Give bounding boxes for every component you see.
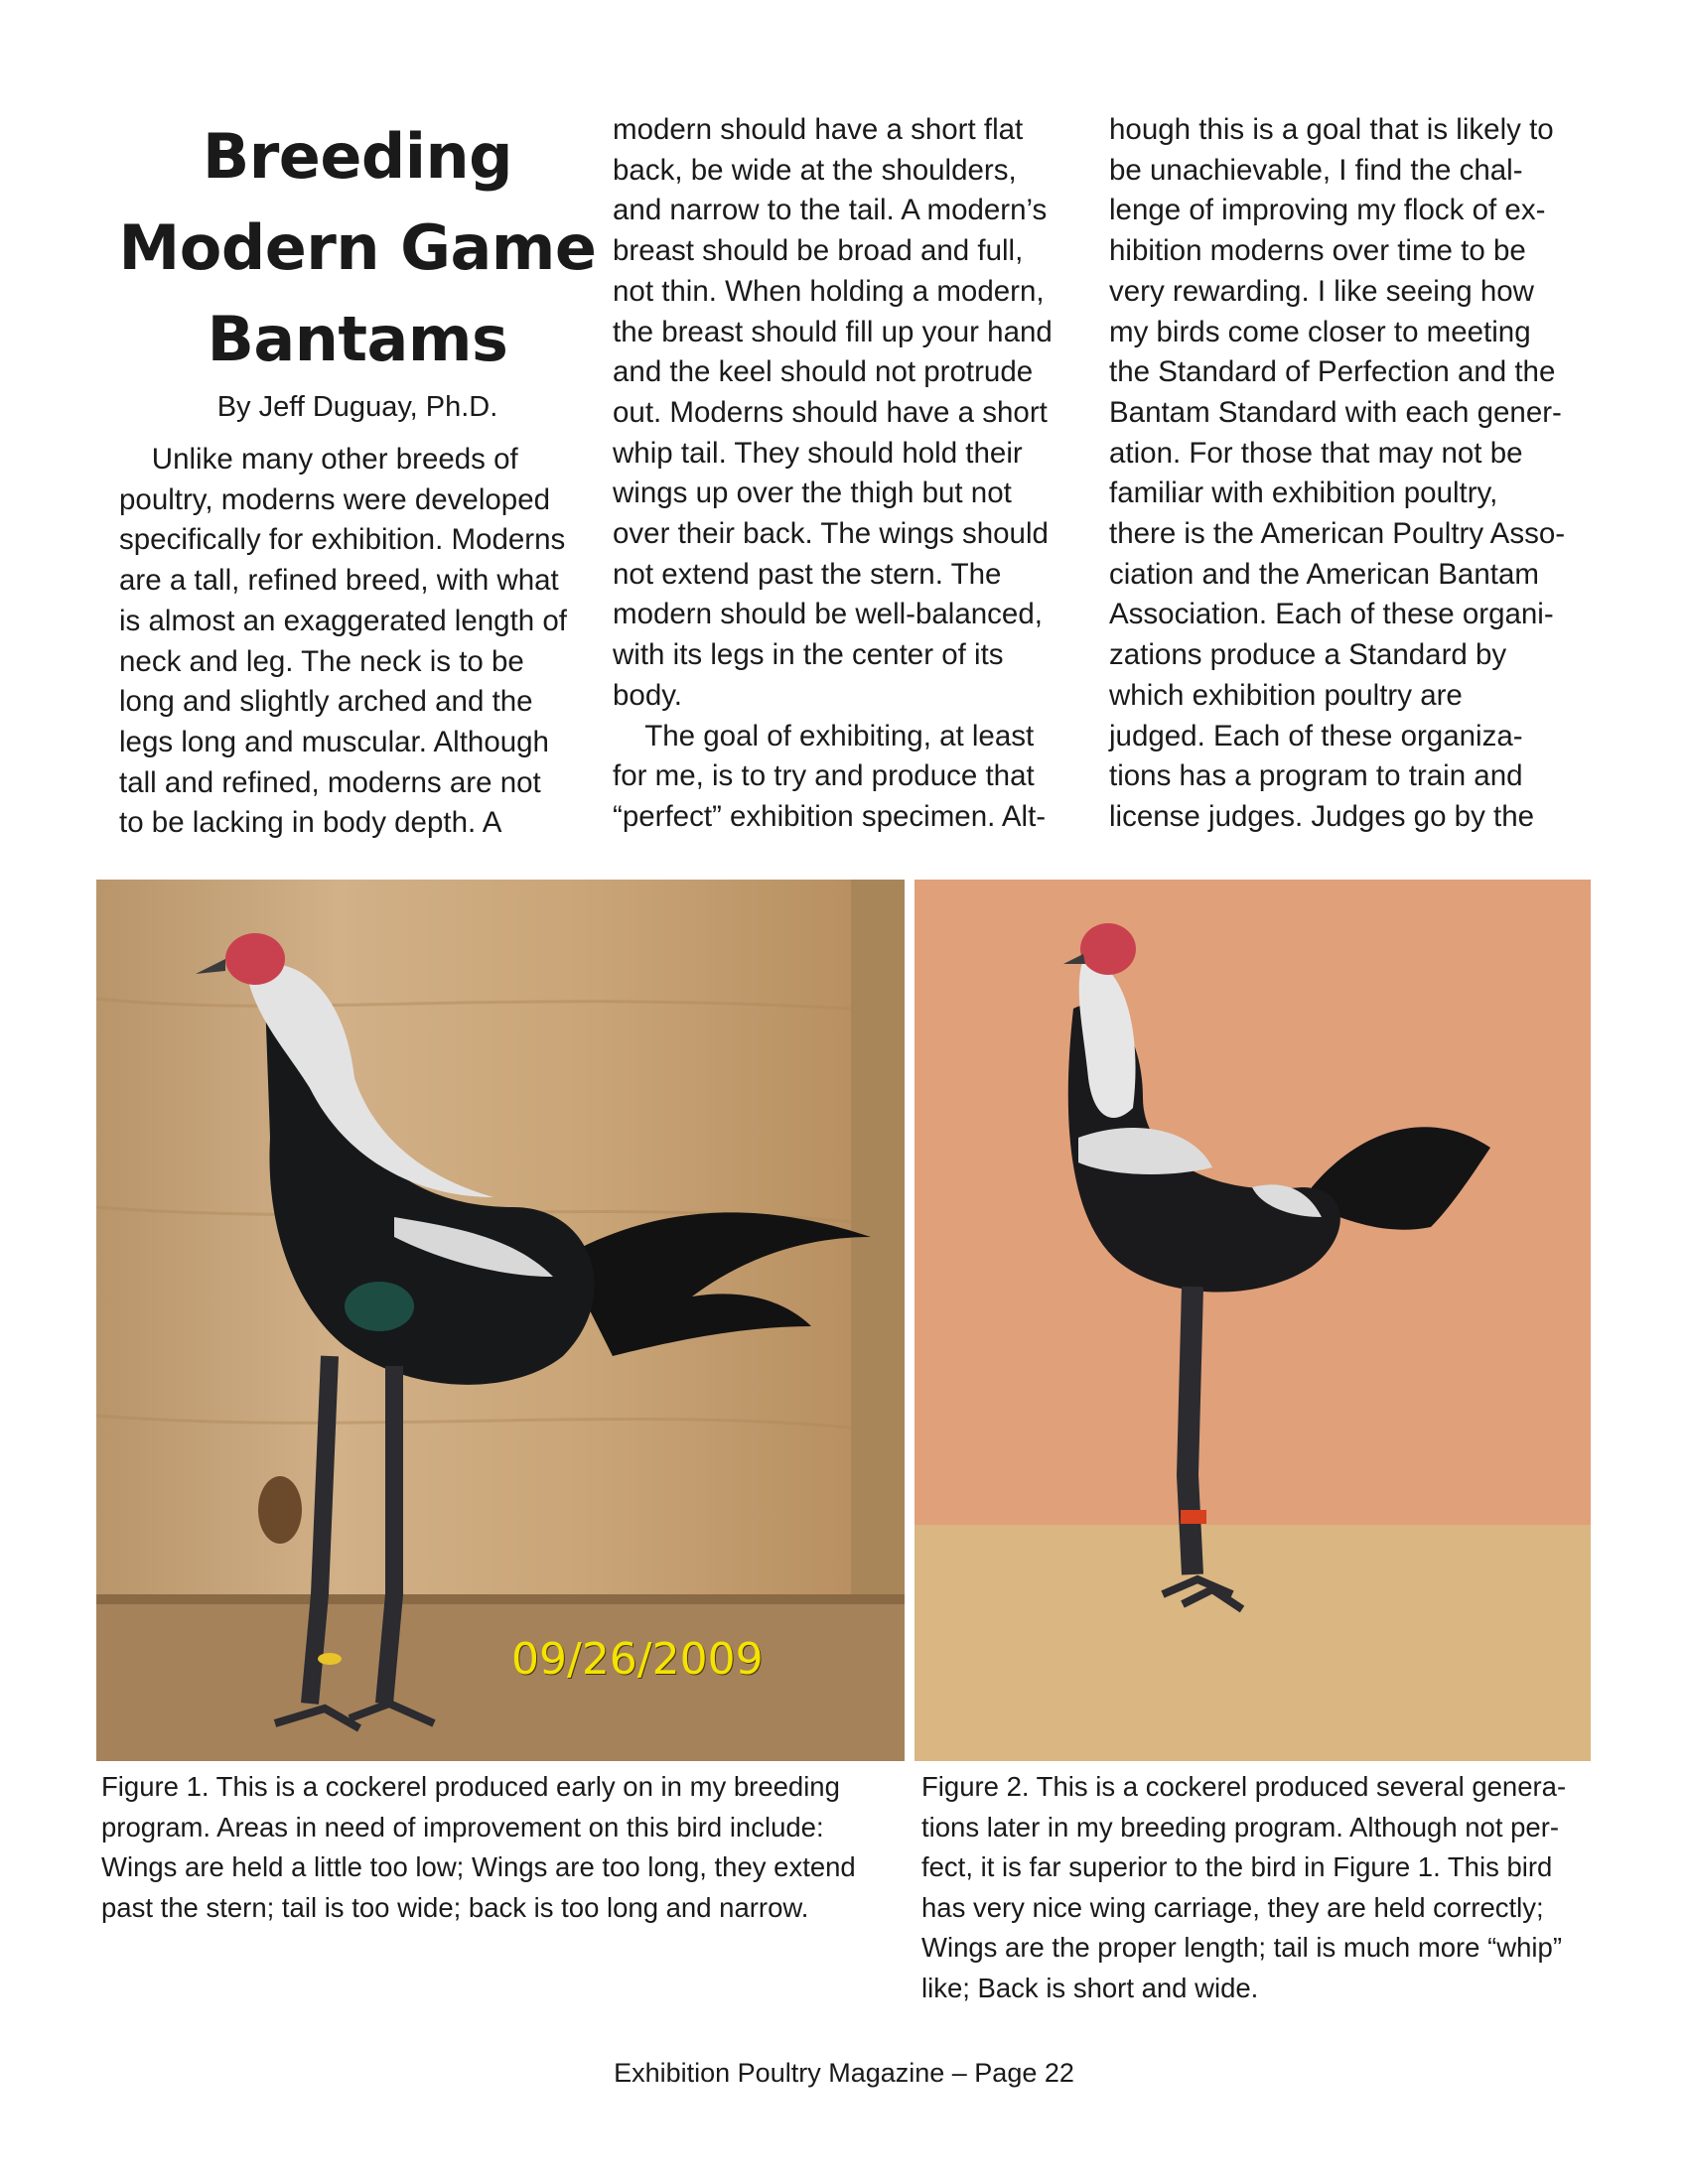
text-line: hibition moderns over time to be bbox=[1109, 234, 1526, 268]
text-line: not extend past the stern. The bbox=[613, 557, 1002, 591]
text-line: back, be wide at the shoulders, bbox=[613, 153, 1017, 187]
text-line: to be lacking in body depth. A bbox=[119, 806, 502, 840]
figure-2-photo bbox=[914, 880, 1591, 1761]
text-line: program. Areas in need of improvement on this bird include: bbox=[101, 1811, 824, 1843]
text-line: neck and leg. The neck is to be bbox=[119, 644, 524, 678]
text-line: body. bbox=[613, 678, 682, 712]
text-line: lenge of improving my flock of ex- bbox=[1109, 194, 1546, 227]
figure-2-caption bbox=[921, 1767, 1566, 2008]
text-line: past the stern; tail is too wide; back is too long and narrow. bbox=[101, 1891, 809, 1923]
text-line: The goal of exhibiting, at least bbox=[613, 719, 1035, 752]
text-line: whip tail. They should hold their bbox=[613, 436, 1023, 470]
text-line: like; Back is short and wide. bbox=[921, 1972, 1259, 2003]
text-line: legs long and muscular. Although bbox=[119, 725, 549, 758]
cockerel-photo-1 bbox=[96, 880, 905, 1761]
text-line: there is the American Poultry Asso- bbox=[1109, 517, 1566, 551]
text-line: Association. Each of these organi- bbox=[1109, 598, 1554, 631]
text-line: ciation and the American Bantam bbox=[1109, 557, 1539, 591]
text-line: over their back. The wings should bbox=[613, 517, 1049, 551]
text-line: ation. For those that may not be bbox=[1109, 436, 1523, 470]
text-line: poultry, moderns were developed bbox=[119, 482, 551, 516]
text-line: is almost an exaggerated length of bbox=[119, 604, 567, 637]
text-line: out. Moderns should have a short bbox=[613, 395, 1048, 429]
text-line: the Standard of Perfection and the bbox=[1109, 355, 1556, 389]
text-line: which exhibition poultry are bbox=[1109, 678, 1463, 712]
text-line: has very nice wing carriage, they are held correctly; bbox=[921, 1891, 1544, 1923]
text-line: specifically for exhibition. Moderns bbox=[119, 523, 566, 557]
article-title bbox=[114, 111, 601, 385]
text-line: hough this is a goal that is likely to bbox=[1109, 113, 1554, 146]
text-line: my birds come closer to meeting bbox=[1109, 315, 1531, 348]
text-line: tions has a program to train and bbox=[1109, 759, 1523, 793]
text-line: Bantam Standard with each gener- bbox=[1109, 395, 1562, 429]
text-line: and the keel should not protrude bbox=[613, 355, 1034, 389]
text-line: long and slightly arched and the bbox=[119, 685, 533, 719]
text-line: fect, it is far superior to the bird in Figure 1. This bird bbox=[921, 1851, 1553, 1882]
text-line: not thin. When holding a modern, bbox=[613, 274, 1045, 308]
photo-date-stamp: 09/26/2009 bbox=[511, 1634, 764, 1685]
text-line: with its legs in the center of its bbox=[613, 638, 1004, 672]
text-column-1 bbox=[119, 440, 567, 844]
text-line: be unachievable, I find the chal- bbox=[1109, 153, 1523, 187]
text-line: Figure 1. This is a cockerel produced early on in my breeding bbox=[101, 1771, 840, 1802]
text-column-3 bbox=[1109, 110, 1565, 838]
text-line: familiar with exhibition poultry, bbox=[1109, 477, 1498, 510]
figure-1-photo bbox=[96, 880, 905, 1761]
text-line: judged. Each of these organiza- bbox=[1109, 719, 1523, 752]
text-line: “perfect” exhibition specimen. Alt- bbox=[613, 799, 1047, 833]
title-line: Breeding bbox=[202, 120, 513, 193]
text-line: for me, is to try and produce that bbox=[613, 759, 1035, 793]
text-line: and narrow to the tail. A modern’s bbox=[613, 194, 1048, 227]
cockerel-photo-2 bbox=[914, 880, 1591, 1761]
title-line: Bantams bbox=[207, 303, 508, 375]
text-line: Figure 2. This is a cockerel produced several genera- bbox=[921, 1771, 1567, 1802]
text-line: zations produce a Standard by bbox=[1109, 638, 1507, 672]
page-footer: Exhibition Poultry Magazine – Page 22 bbox=[614, 2058, 1074, 2088]
text-line: Wings are held a little too low; Wings are too long, they extend bbox=[101, 1851, 856, 1882]
byline: By Jeff Duguay, Ph.D. bbox=[216, 391, 498, 423]
text-line: modern should be well-balanced, bbox=[613, 598, 1043, 631]
text-column-2 bbox=[613, 110, 1053, 838]
text-line: breast should be broad and full, bbox=[613, 234, 1024, 268]
text-line: Unlike many other breeds of bbox=[119, 443, 518, 476]
text-line: the breast should fill up your hand bbox=[613, 315, 1053, 348]
text-line: wings up over the thigh but not bbox=[613, 477, 1012, 510]
text-line: tall and refined, moderns are not bbox=[119, 765, 541, 799]
figure-1-caption bbox=[101, 1767, 856, 1928]
text-line: modern should have a short flat bbox=[613, 113, 1024, 146]
text-line: Wings are the proper length; tail is much more “whip” bbox=[921, 1932, 1562, 1963]
text-line: very rewarding. I like seeing how bbox=[1109, 274, 1534, 308]
text-line: license judges. Judges go by the bbox=[1109, 799, 1535, 833]
title-line: Modern Game bbox=[118, 211, 597, 284]
text-line: are a tall, refined breed, with what bbox=[119, 564, 559, 598]
text-line: tions later in my breeding program. Although not per- bbox=[921, 1811, 1560, 1843]
